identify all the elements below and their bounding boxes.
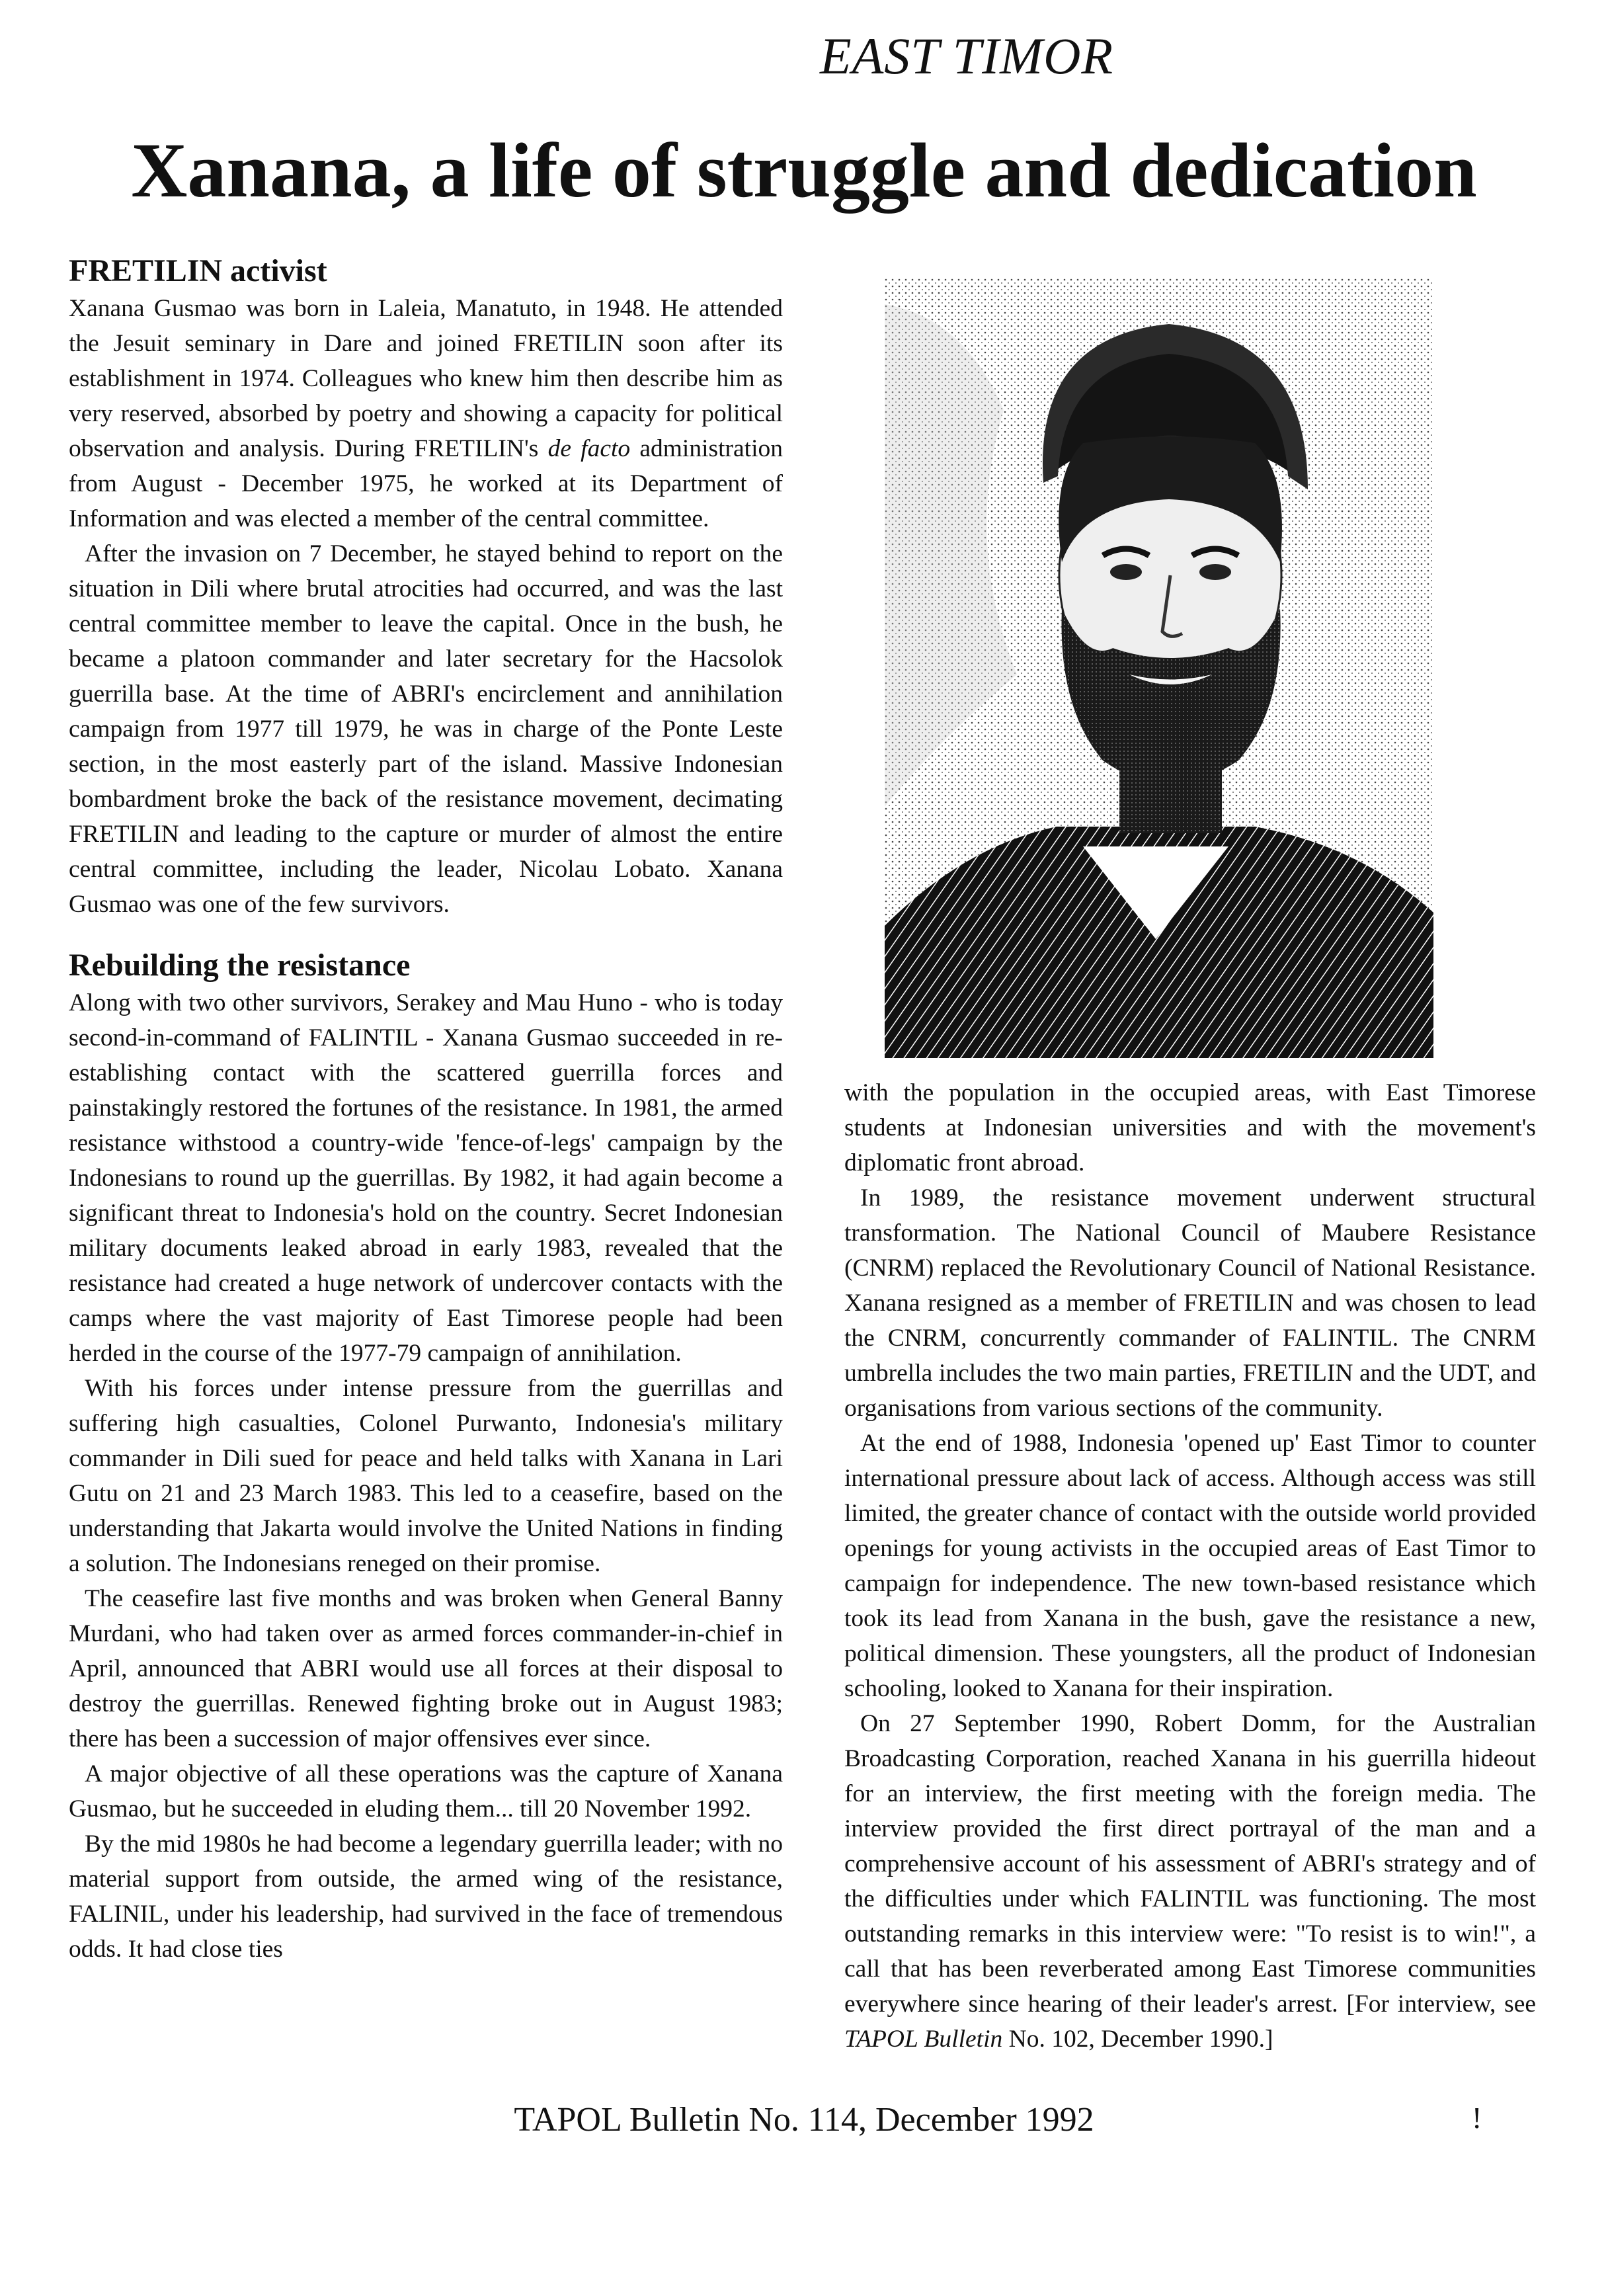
paragraph: A major objective of all these operations was the capture of Xanana Gusmao, but he succeeded in eluding them... till 20 November 1992. (69, 1760, 783, 1823)
paragraph: In 1989, the resistance movement underwent structural transformation. The National Council of Maubere Resistance (CNRM) replaced the Revolutionary Council of National Resistance. Xanana resigned as a member of FRETILIN and was chosen to lead the CNRM, concurrently commander of FALINTIL. The CNRM umbrella includes the two main parties, FRETILIN and the UDT, and organisations from various sections of the community. (844, 1184, 1536, 1422)
paragraph: After the invasion on 7 December, he stayed behind to report on the situation in Dili where brutal atrocities had occurred, and was the last central committee member to leave the capital. Once in the bush, he became a platoon commander and later secretary for the Hacsolok guerrilla base. At the time of ABRI's encirclement and annihilation campaign from 1977 till 1979, he was in charge of the Ponte Leste section, in the most easterly part of the island. Massive Indonesian bombardment broke the back of the resistance movement, decimating FRETILIN and leading to the capture or murder of almost the entire central committee, including the leader, Nicolau Lobato. Xanana Gusmao was one of the few survivors. (69, 540, 783, 918)
article-left-column (69, 251, 783, 1967)
paragraph: On 27 September 1990, Robert Domm, for the Australian Broadcasting Corporation, reached Xanana in his guerrilla hideout for an interview, the first meeting with the foreign media. The interview provided the first direct portrayal of the man and a comprehensive account of his assessment of ABRI's strategy and of the difficulties under which FALINTIL was functioning. The most outstanding remarks in this interview were: "To resist is to win!", a call that has been reverberated among East Timorese communities everywhere since hearing of their leader's arrest. [For interview, see TAPOL Bulletin No. 102, December 1990.] (844, 1710, 1536, 2053)
paragraph: The ceasefire last five months and was broken when General Banny Murdani, who had taken over as armed forces commander-in-chief in April, announced that ABRI would use all forces at their disposal to destroy the guerrillas. Renewed fighting broke out in August 1983; there has been a succession of major offensives ever since. (69, 1585, 783, 1752)
article-right-column (844, 1075, 1536, 2057)
section-label: EAST TIMOR (820, 27, 1114, 85)
paragraph: Along with two other survivors, Serakey and Mau Huno - who is today second-in-command of FALINTIL - Xanana Gusmao succeeded in re-establishing contact with the scattered guerrilla forces and painstakingly restored the fortunes of the resistance. In 1981, the armed resistance withstood a country-wide 'fence-of-legs' campaign by the Indonesians to round up the guerrillas. By 1982, it had again become a significant threat to Indonesia's hold on the country. Secret Indonesian military documents leaked abroad in early 1983, revealed that the resistance had created a huge network of undercover contacts with the camps where the vast majority of East Timorese people had been herded in the course of the 1977-79 campaign of annihilation. (69, 989, 783, 1367)
page-mark: ! (1472, 2101, 1482, 2135)
portrait-illustration (885, 278, 1433, 1058)
paragraph: By the mid 1980s he had become a legendary guerrilla leader; with no material support from outside, the armed wing of the resistance, FALINIL, under his leadership, had survived in the face of tremendous odds. It had close ties (69, 1830, 783, 1963)
subheading-rebuilding: Rebuilding the resistance (69, 948, 411, 983)
page-title: Xanana, a life of struggle and dedication (131, 127, 1477, 214)
paragraph: Xanana Gusmao was born in Laleia, Manatuto, in 1948. He attended the Jesuit seminary in Dare and joined FRETILIN soon after its establishment in 1974. Colleagues who knew him then describe him as very reserved, absorbed by poetry and showing a capacity for political observation and analysis. During FRETILIN's de facto administration from August - December 1975, he worked at its Department of Information and was elected a member of the central committee. (69, 295, 783, 532)
paragraph: with the population in the occupied areas, with East Timorese students at Indonesian universities and with the movement's diplomatic front abroad. (844, 1079, 1536, 1176)
paragraph: With his forces under intense pressure from the guerrillas and suffering high casualties, Colonel Purwanto, Indonesia's military commander in Dili sued for peace and held talks with Xanana in Lari Gutu on 21 and 23 March 1983. This led to a ceasefire, based on the understanding that Jakarta would involve the United Nations in finding a solution. The Indonesians reneged on their promise. (69, 1375, 783, 1577)
page-footer: TAPOL Bulletin No. 114, December 1992 (514, 2101, 1094, 2139)
subheading-fretilin-activist: FRETILIN activist (69, 253, 327, 288)
paragraph: At the end of 1988, Indonesia 'opened up' East Timor to counter international pressure about lack of access. Although access was still limited, the greater chance of contact with the outside world provided openings for young activists in the occupied areas of East Timor to campaign for independence. The new town-based resistance which took its lead from Xanana in the bush, gave the resistance a new, political dimension. These youngsters, all the product of Indonesian schooling, looked to Xanana for their inspiration. (844, 1430, 1536, 1702)
